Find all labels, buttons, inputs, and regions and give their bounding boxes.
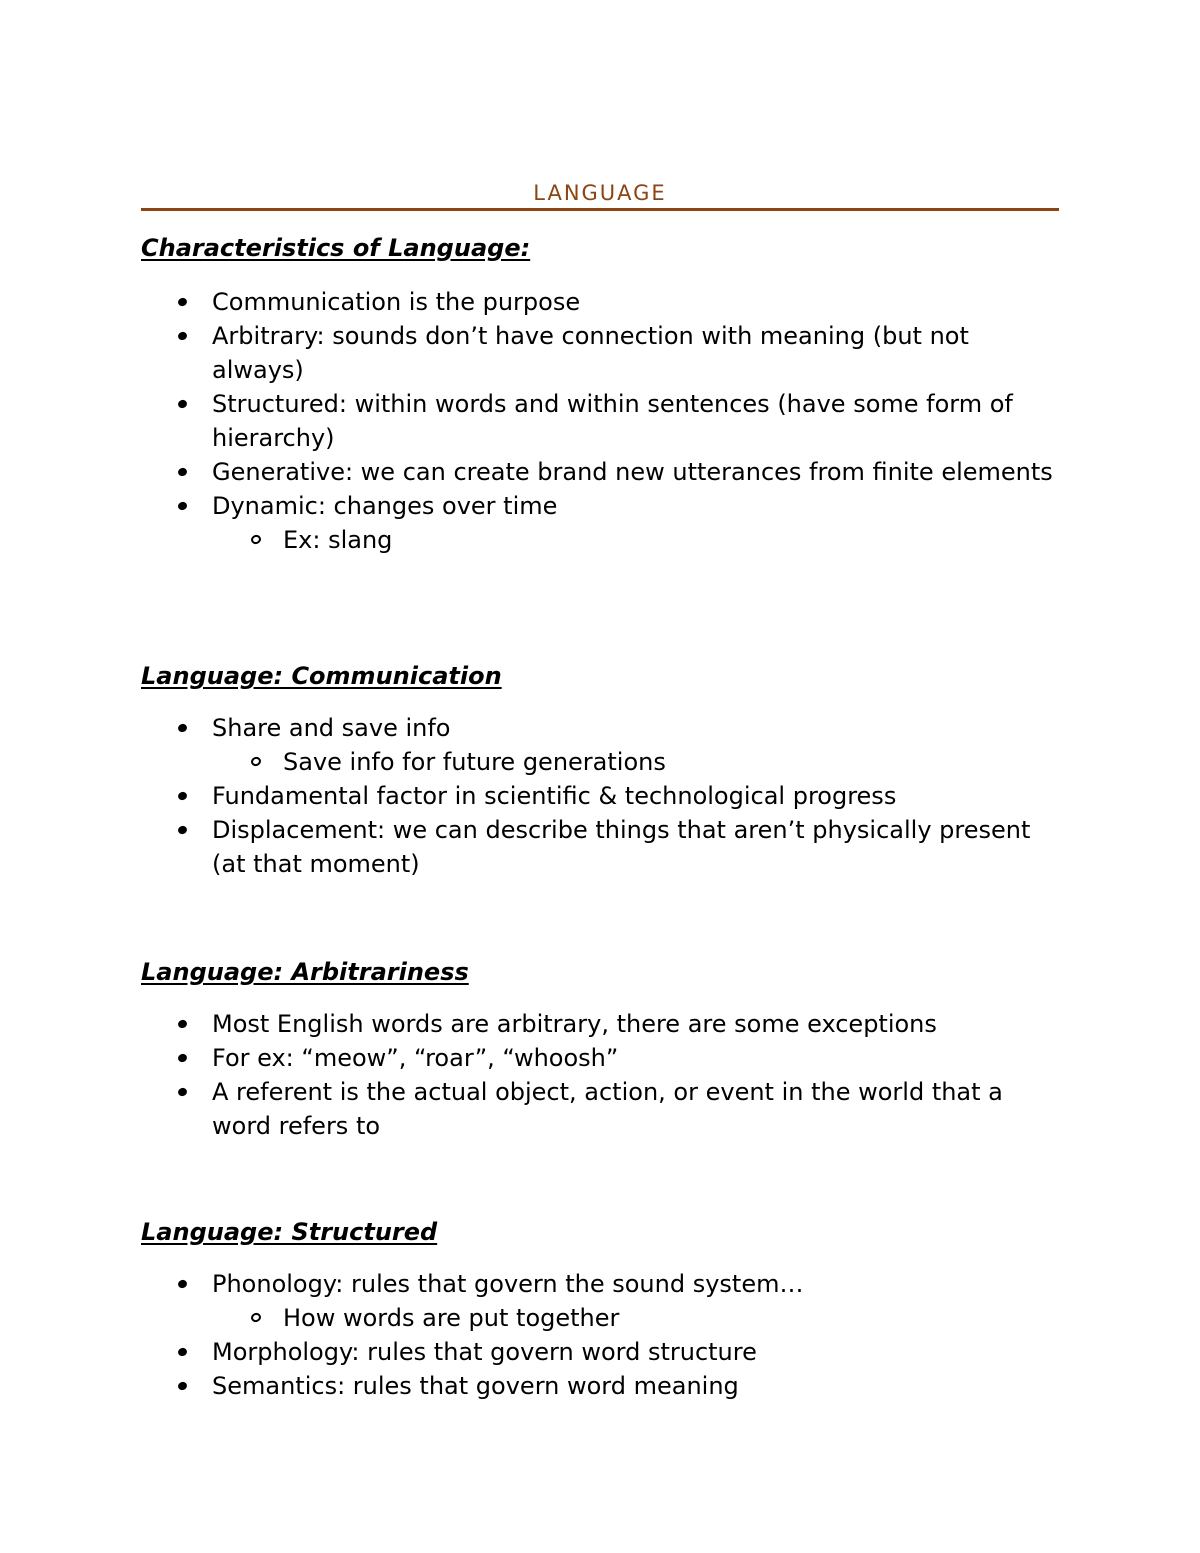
bullet-icon bbox=[177, 1347, 188, 1358]
list-item bbox=[141, 1075, 1059, 1143]
sub-list-item bbox=[141, 745, 1059, 779]
sub-list bbox=[141, 745, 1059, 779]
sub-list-item-text: How words are put together bbox=[283, 1304, 620, 1332]
list-item-text: Arbitrary: sounds don’t have connection with meaning (but not always) bbox=[212, 322, 969, 384]
section-heading: Language: Communication bbox=[141, 662, 502, 690]
list-item-text: Structured: within words and within sentences (have some form of hierarchy) bbox=[212, 390, 1013, 452]
section-heading: Characteristics of Language: bbox=[141, 234, 531, 262]
bullet-icon bbox=[177, 1087, 188, 1098]
bullet-icon bbox=[177, 399, 188, 410]
list-item bbox=[141, 1369, 1059, 1403]
bullet-icon bbox=[177, 825, 188, 836]
section-heading: Language: Arbitrariness bbox=[141, 958, 469, 986]
circle-bullet-icon bbox=[250, 756, 262, 768]
list-item bbox=[141, 779, 1059, 813]
list-item-text: Most English words are arbitrary, there are some exceptions bbox=[212, 1010, 937, 1038]
list-item bbox=[141, 711, 1059, 745]
list-item bbox=[141, 285, 1059, 319]
bullet-list bbox=[141, 285, 1059, 523]
sub-list-item-text: Save info for future generations bbox=[283, 748, 666, 776]
section-structured bbox=[141, 1216, 1059, 1403]
list-item-text: Share and save info bbox=[212, 714, 451, 742]
sub-list bbox=[141, 523, 1059, 557]
bullet-icon bbox=[177, 1279, 188, 1290]
list-item-text: For ex: “meow”, “roar”, “whoosh” bbox=[212, 1044, 619, 1072]
bullet-icon bbox=[177, 467, 188, 478]
list-item-text: Dynamic: changes over time bbox=[212, 492, 558, 520]
bullet-list bbox=[141, 779, 1059, 881]
list-item-text: Phonology: rules that govern the sound system… bbox=[212, 1270, 804, 1298]
list-item-text: Morphology: rules that govern word structure bbox=[212, 1338, 757, 1366]
circle-bullet-icon bbox=[250, 534, 262, 546]
sub-list-item bbox=[141, 1301, 1059, 1335]
list-item bbox=[141, 387, 1059, 455]
bullet-icon bbox=[177, 297, 188, 308]
list-item-text: A referent is the actual object, action, or event in the world that a word refers to bbox=[212, 1078, 1003, 1140]
bullet-list bbox=[141, 1335, 1059, 1403]
bullet-icon bbox=[177, 791, 188, 802]
bullet-icon bbox=[177, 723, 188, 734]
sub-list-item bbox=[141, 523, 1059, 557]
bullet-icon bbox=[177, 1053, 188, 1064]
document-title: LANGUAGE bbox=[533, 181, 667, 205]
bullet-list bbox=[141, 1007, 1059, 1143]
list-item bbox=[141, 319, 1059, 387]
list-item-text: Semantics: rules that govern word meaning bbox=[212, 1372, 739, 1400]
bullet-icon bbox=[177, 331, 188, 342]
list-item bbox=[141, 1041, 1059, 1075]
bullet-icon bbox=[177, 1019, 188, 1030]
list-item bbox=[141, 489, 1059, 523]
bullet-list bbox=[141, 1267, 1059, 1301]
list-item-text: Communication is the purpose bbox=[212, 288, 581, 316]
bullet-list bbox=[141, 711, 1059, 745]
list-item bbox=[141, 813, 1059, 881]
list-item bbox=[141, 455, 1059, 489]
sub-list-item-text: Ex: slang bbox=[283, 526, 393, 554]
list-item bbox=[141, 1267, 1059, 1301]
sub-list bbox=[141, 1301, 1059, 1335]
list-item bbox=[141, 1335, 1059, 1369]
list-item bbox=[141, 1007, 1059, 1041]
section-arbitrariness bbox=[141, 956, 1059, 1143]
list-item-text: Displacement: we can describe things that aren’t physically present (at that moment) bbox=[212, 816, 1031, 878]
section-characteristics bbox=[141, 232, 1059, 557]
title-rule bbox=[141, 208, 1059, 211]
list-item-text: Fundamental factor in scientific & technological progress bbox=[212, 782, 897, 810]
bullet-icon bbox=[177, 501, 188, 512]
circle-bullet-icon bbox=[250, 1312, 262, 1324]
document-page bbox=[141, 178, 1059, 1400]
section-heading: Language: Structured bbox=[141, 1218, 438, 1246]
bullet-icon bbox=[177, 1381, 188, 1392]
list-item-text: Generative: we can create brand new utterances from finite elements bbox=[212, 458, 1053, 486]
section-communication bbox=[141, 660, 1059, 881]
